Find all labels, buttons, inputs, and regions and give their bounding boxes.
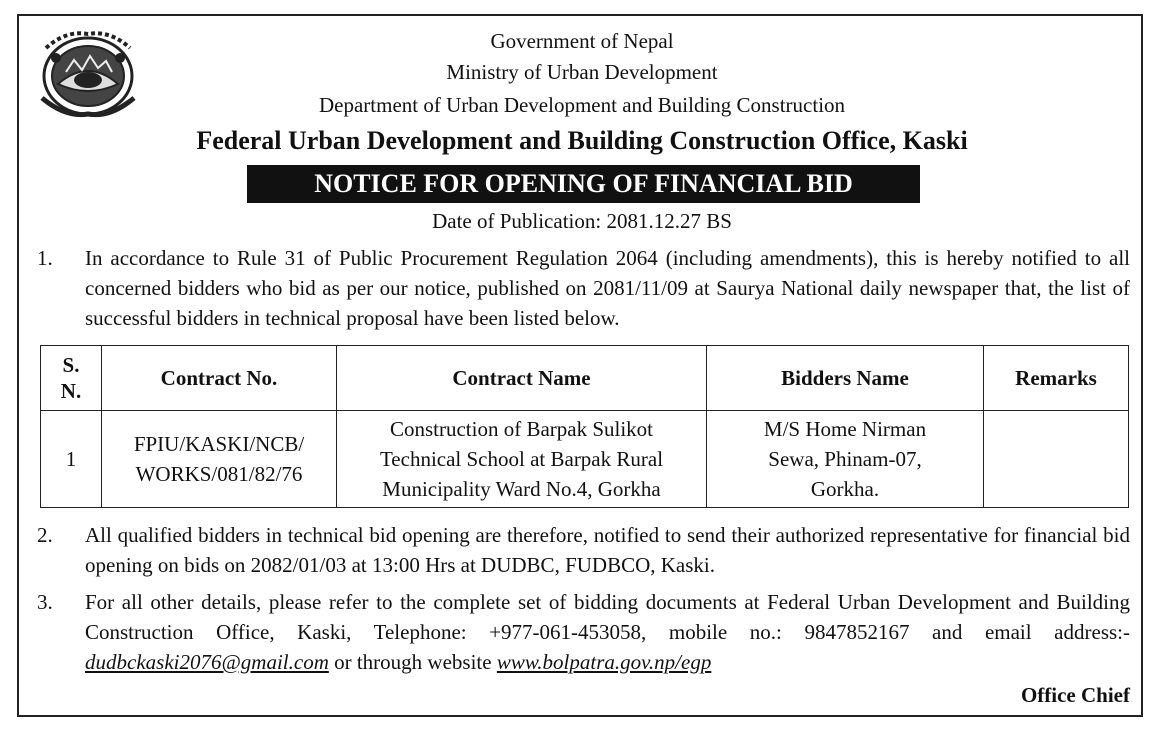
table-header-row: [41, 346, 1129, 411]
cell-contract-name: Construction of Barpak Sulikot Technical School at Barpak Rural Municipality Ward No.4, Gorkha: [337, 411, 707, 508]
office-title: Federal Urban Development and Building Construction Office, Kaski: [196, 126, 968, 155]
point-text: In accordance to Rule 31 of Public Procurement Regulation 2064 (including amendments), this is hereby notified to all concerned bidders who bid as per our notice, published on 2081/11/09 at Saurya National daily newspaper that, the list of successful bidders in technical proposal have been listed below.: [85, 246, 1130, 330]
point-1: [37, 243, 1130, 333]
email-link[interactable]: dudbckaski2076@gmail.com: [85, 650, 329, 674]
publication-date: Date of Publication: 2081.12.27 BS: [432, 209, 732, 233]
header-bidders-name: Bidders Name: [707, 346, 984, 411]
point-number: 1.: [37, 246, 53, 270]
cell-remarks: [984, 411, 1129, 508]
header-contract-name: Contract Name: [337, 346, 707, 411]
cell-sn: 1: [41, 411, 102, 508]
point-2: [37, 520, 1130, 580]
point-3: [37, 587, 1130, 677]
point-text: For all other details, please refer to the complete set of bidding documents at Federal Urban Development and Building Construction Office, Kaski, Telephone: +977-061-453058, mobile no.: 9847852167 and email address:-dudbckaski2076@gmail.com or through website www.bolpatra.gov.np/egp: [85, 590, 1130, 674]
point-number: 3.: [37, 590, 53, 614]
successful-bidders-table: [40, 345, 1129, 508]
ministry-line: Ministry of Urban Development: [446, 60, 718, 84]
cell-contract-no: FPIU/KASKI/NCB/ WORKS/081/82/76: [102, 411, 337, 508]
header-contract-no: Contract No.: [102, 346, 337, 411]
cell-bidders-name: M/S Home Nirman Sewa, Phinam-07, Gorkha.: [707, 411, 984, 508]
point-number: 2.: [37, 523, 53, 547]
header-remarks: Remarks: [984, 346, 1129, 411]
point-text: All qualified bidders in technical bid opening are therefore, notified to send their authorized representative for financial bid opening on bids on 2082/01/03 at 13:00 Hrs at DUDBC, FUDBCO, Kaski.: [85, 523, 1130, 577]
table-row: [41, 411, 1129, 508]
website-link[interactable]: www.bolpatra.gov.np/egp: [496, 650, 712, 674]
notice-banner: NOTICE FOR OPENING OF FINANCIAL BID: [247, 165, 920, 203]
government-line: Government of Nepal: [490, 29, 674, 53]
header-sn: S. N.: [41, 346, 102, 411]
department-line: Department of Urban Development and Building Construction: [318, 93, 846, 117]
signature: Office Chief: [1020, 683, 1130, 707]
